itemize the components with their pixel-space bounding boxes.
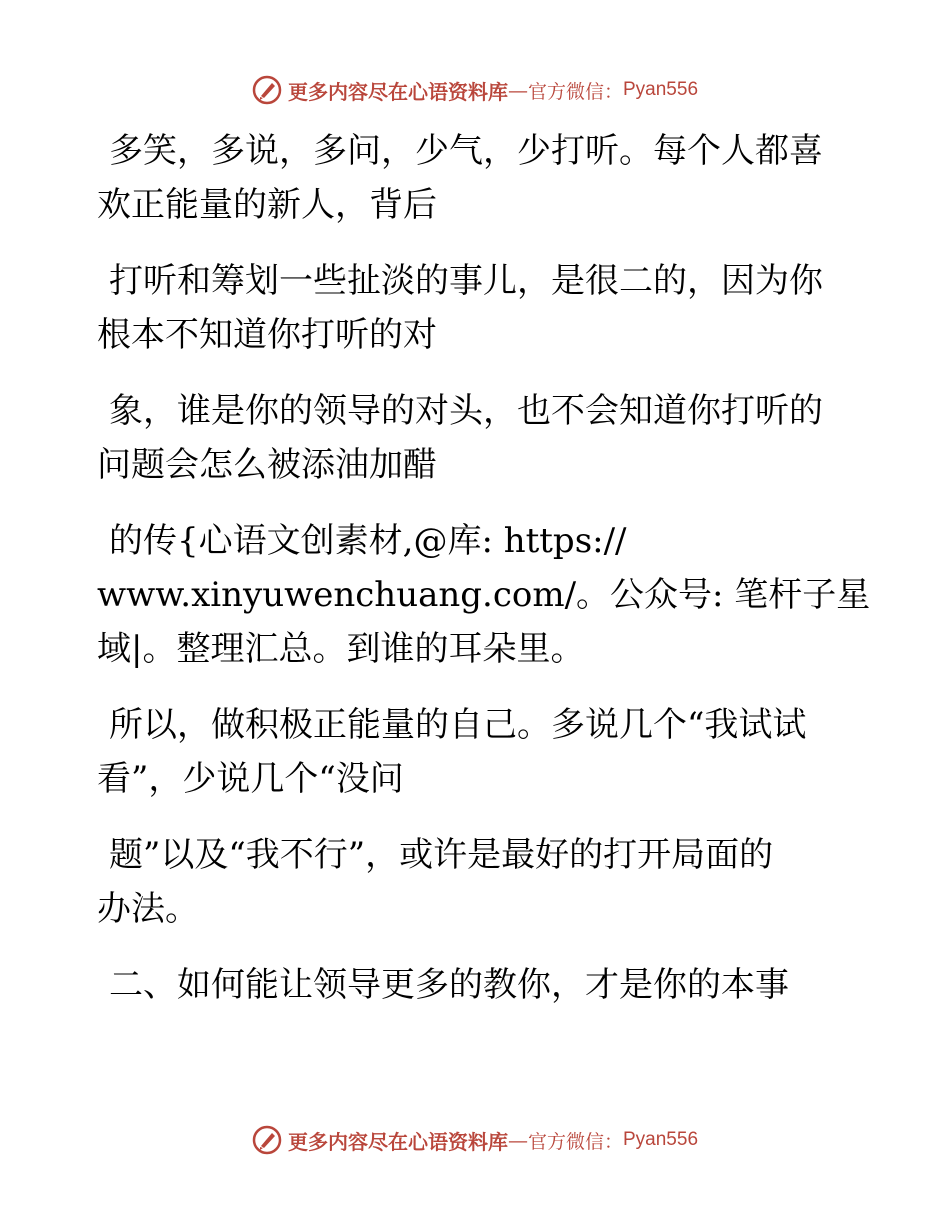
banner-site-text: 更多内容尽在心语资料库 [287, 79, 508, 104]
banner-wechat-id: Pyan556 [623, 1129, 699, 1150]
text-line: 看”，少说几个“没问 [97, 759, 404, 799]
paragraph [97, 384, 837, 492]
logo-icon [252, 75, 282, 105]
text-line: www.xinyuwenchuang.com/。公众号: 笔杆子星 [97, 575, 871, 615]
text-line: 打听和筹划一些扯淡的事儿，是很二的，因为你 [109, 261, 823, 301]
paragraph [97, 698, 837, 806]
text-line: 二、如何能让领导更多的教你，才是你的本事 [109, 965, 789, 1005]
text-line: 问题会怎么被添油加醋 [97, 445, 437, 485]
banner-wechat-label: 官方微信： [527, 80, 623, 103]
footer-banner [0, 1120, 950, 1160]
paragraph [97, 254, 837, 362]
paragraph [97, 828, 837, 936]
text-line: 欢正能量的新人，背后 [97, 185, 437, 225]
header-banner [0, 70, 950, 110]
banner-dash: — [507, 1128, 528, 1152]
banner-wechat-id: Pyan556 [623, 79, 699, 100]
paragraph [97, 514, 871, 676]
text-line: 办法。 [97, 889, 199, 929]
text-line: 多笑，多说，多问，少气，少打听。每个人都喜 [109, 131, 823, 171]
paragraph [97, 124, 837, 232]
document-body [97, 124, 871, 1034]
banner-site-text: 更多内容尽在心语资料库 [287, 1129, 508, 1154]
paragraph [97, 958, 837, 1012]
banner-wechat-label: 官方微信： [527, 1130, 623, 1153]
text-line: 根本不知道你打听的对 [97, 315, 437, 355]
banner-dash: — [507, 78, 528, 102]
text-line: 象，谁是你的领导的对头，也不会知道你打听的 [109, 391, 823, 431]
text-line: 域|。整理汇总。到谁的耳朵里。 [97, 629, 585, 669]
logo-icon [252, 1125, 282, 1155]
text-line: 题”以及“我不行”，或许是最好的打开局面的 [109, 835, 774, 875]
text-line: 的传{心语文创素材,@库: https:// [109, 521, 627, 561]
text-line: 所以，做积极正能量的自己。多说几个“我试试 [109, 705, 807, 745]
